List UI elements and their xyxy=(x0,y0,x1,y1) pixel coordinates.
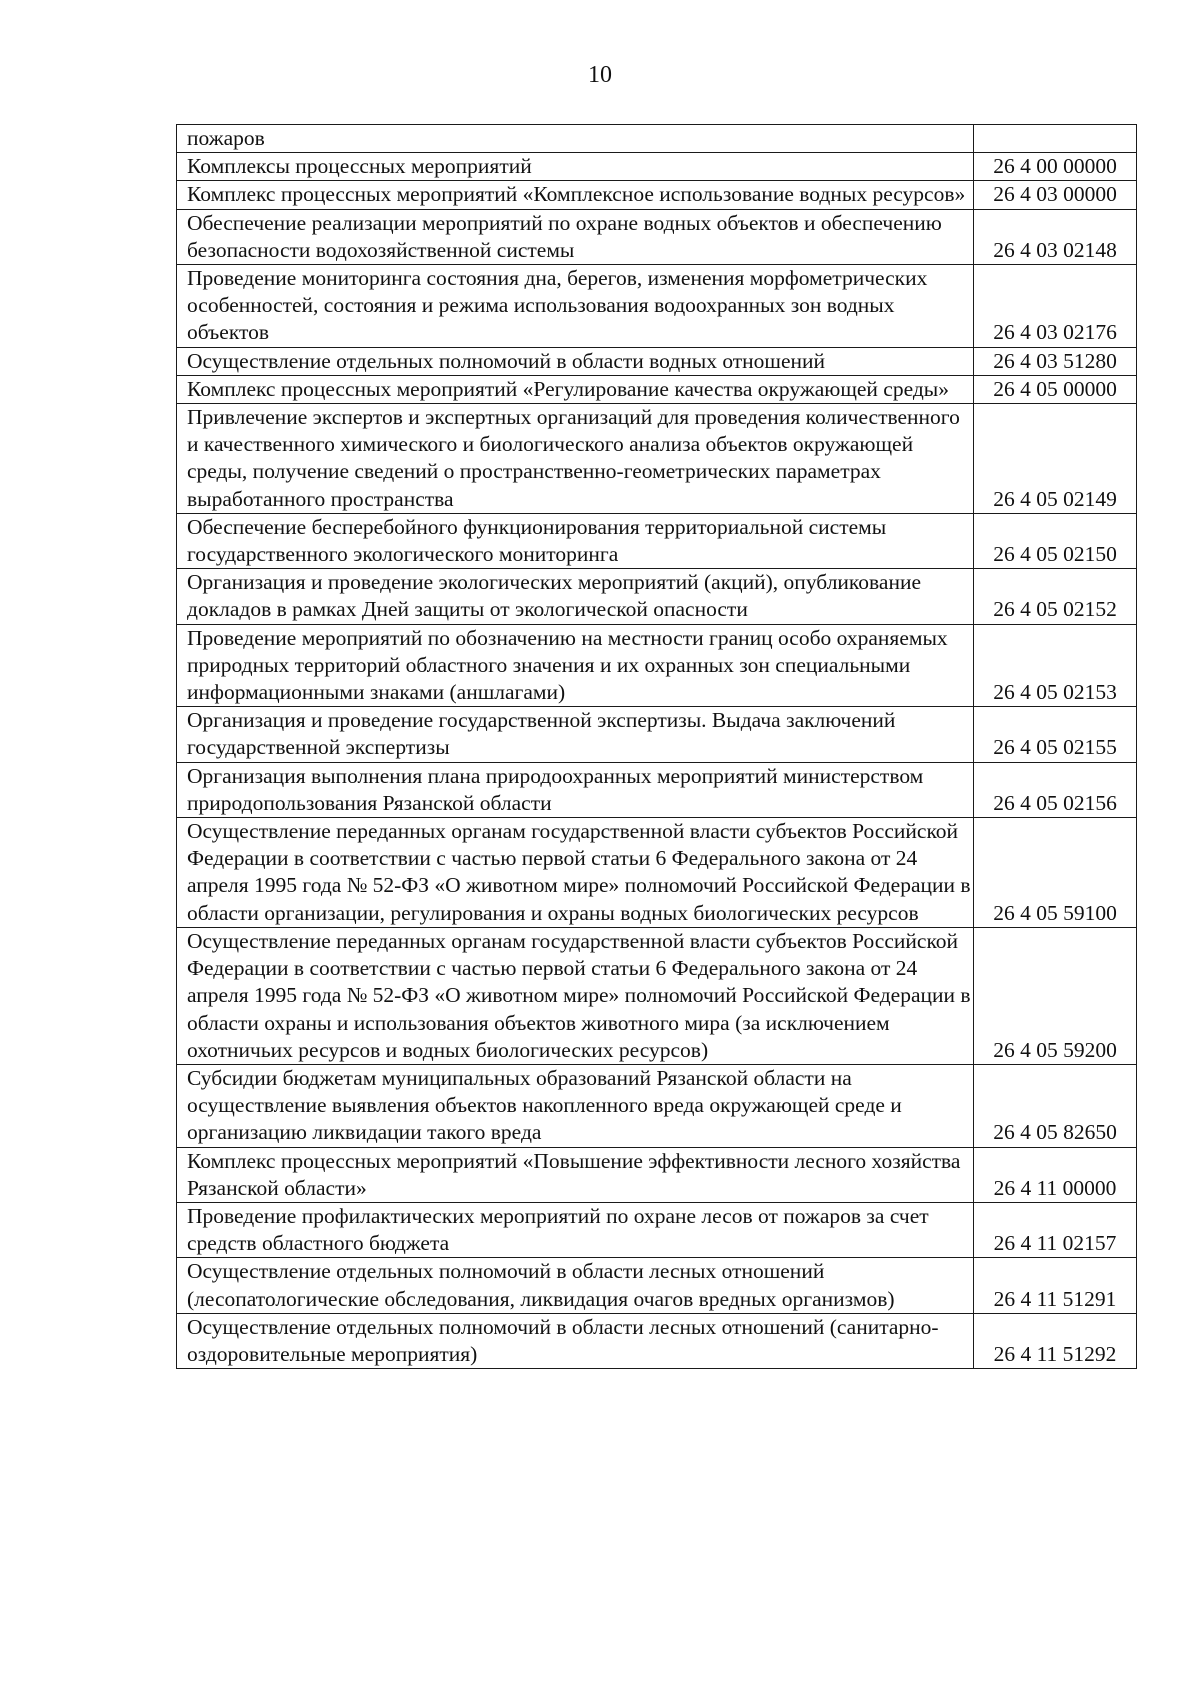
row-code-cell: 26 4 11 51292 xyxy=(974,1313,1137,1368)
row-code-cell: 26 4 03 00000 xyxy=(974,181,1137,209)
row-name: Комплекс процессных мероприятий «Повышение эффективности лесного хозяйства Рязанской области» xyxy=(187,1148,961,1200)
table-row xyxy=(177,1313,1137,1368)
row-name: Осуществление отдельных полномочий в области лесных отношений (санитарно-оздоровительные мероприятия) xyxy=(187,1314,939,1366)
row-name: Осуществление отдельных полномочий в области водных отношений xyxy=(187,348,826,373)
row-code-cell: 26 4 03 51280 xyxy=(974,347,1137,375)
row-code-cell: 26 4 05 02156 xyxy=(974,762,1137,817)
table-row xyxy=(177,404,1137,514)
row-name: Привлечение экспертов и экспертных организаций для проведения количественного и качественного химического и биологического анализа объектов окружающей среды, получение сведений о пространственно-геометрических параметрах выработанного пространства xyxy=(187,405,960,511)
row-name: Осуществление переданных органам государственной власти субъектов Российской Федерации в соответствии с частью первой статьи 6 Федерального закона от 24 апреля 1995 года № 52-ФЗ «О животном мире» полномочий Российской Федерации в области охраны и использования объектов животного мира (за исключением охотничьих ресурсов и водных биологических ресурсов) xyxy=(187,928,971,1062)
table-row xyxy=(177,375,1137,403)
budget-classification-table xyxy=(176,124,1116,1369)
table-row xyxy=(177,818,1137,928)
row-name: Комплексы процессных мероприятий xyxy=(187,154,532,179)
table-row xyxy=(177,265,1137,348)
table-row xyxy=(177,707,1137,762)
row-name-cell xyxy=(177,762,974,817)
row-name-cell xyxy=(177,404,974,514)
row-name: пожаров xyxy=(187,126,265,150)
row-name: Осуществление переданных органам государственной власти субъектов Российской Федерации в соответствии с частью первой статьи 6 Федерального закона от 24 апреля 1995 года № 52-ФЗ «О животном мире» полномочий Российской Федерации в области организации, регулирования и охраны водных биологических ресурсов xyxy=(187,819,971,925)
table-row xyxy=(177,125,1137,153)
row-name: Обеспечение бесперебойного функционирования территориальной системы государственного экологического мониторинга xyxy=(187,514,887,567)
row-name: Комплекс процессных мероприятий «Регулирование качества окружающей среды» xyxy=(187,376,949,401)
table-row xyxy=(177,347,1137,375)
row-name-cell xyxy=(177,513,974,568)
row-name: Организация и проведение экологических мероприятий (акций), опубликование докладов в рамках Дней защиты от экологической опасности xyxy=(187,570,921,622)
row-name-cell xyxy=(177,153,974,181)
table-row xyxy=(177,762,1137,817)
table-row xyxy=(177,1147,1137,1202)
row-name: Проведение профилактических мероприятий по охране лесов от пожаров за счет средств областного бюджета xyxy=(187,1203,929,1256)
row-name-cell xyxy=(177,181,974,209)
page-number: 10 xyxy=(588,62,612,88)
table-row xyxy=(177,1064,1137,1147)
row-name-cell xyxy=(177,1064,974,1147)
row-code-cell: 26 4 11 00000 xyxy=(974,1147,1137,1202)
table-row xyxy=(177,513,1137,568)
row-name-cell xyxy=(177,1147,974,1202)
row-code-cell: 26 4 05 02153 xyxy=(974,624,1137,707)
table-row xyxy=(177,624,1137,707)
row-name: Комплекс процессных мероприятий «Комплексное использование водных ресурсов» xyxy=(187,182,966,207)
row-code-cell: 26 4 05 02152 xyxy=(974,569,1137,624)
row-name-cell xyxy=(177,375,974,403)
row-code-cell: 26 4 05 02150 xyxy=(974,513,1137,568)
row-code-cell: 26 4 03 02148 xyxy=(974,209,1137,264)
row-name-cell xyxy=(177,347,974,375)
row-name-cell xyxy=(177,927,974,1064)
table-body xyxy=(177,125,1137,1369)
row-code-cell: 26 4 03 02176 xyxy=(974,265,1137,348)
table-row xyxy=(177,1202,1137,1257)
row-name: Субсидии бюджетам муниципальных образований Рязанской области на осуществление выявления объектов накопленного вреда окружающей среде и организацию ликвидации такого вреда xyxy=(187,1065,902,1145)
row-name: Осуществление отдельных полномочий в области лесных отношений (лесопатологические обследования, ликвидация очагов вредных организмов) xyxy=(187,1259,895,1311)
table-row xyxy=(177,1258,1137,1313)
row-name-cell xyxy=(177,1313,974,1368)
table-row xyxy=(177,209,1137,264)
row-name: Организация и проведение государственной экспертизы. Выдача заключений государственной экспертизы xyxy=(187,708,896,760)
table-row xyxy=(177,181,1137,209)
row-name: Организация выполнения плана природоохранных мероприятий министерством природопользования Рязанской области xyxy=(187,763,924,815)
row-code-cell: 26 4 05 00000 xyxy=(974,375,1137,403)
row-code-cell: 26 4 05 59200 xyxy=(974,927,1137,1064)
row-name-cell xyxy=(177,707,974,762)
row-name-cell xyxy=(177,125,974,153)
row-code-cell: 26 4 00 00000 xyxy=(974,153,1137,181)
row-code-cell: 26 4 05 82650 xyxy=(974,1064,1137,1147)
row-name-cell xyxy=(177,265,974,348)
row-code-cell: 26 4 05 59100 xyxy=(974,818,1137,928)
code-table xyxy=(176,124,1137,1369)
row-code-cell xyxy=(974,125,1137,153)
table-row xyxy=(177,569,1137,624)
row-code-cell: 26 4 05 02149 xyxy=(974,404,1137,514)
row-name-cell xyxy=(177,569,974,624)
row-name-cell xyxy=(177,818,974,928)
table-row xyxy=(177,153,1137,181)
row-code-cell: 26 4 11 51291 xyxy=(974,1258,1137,1313)
row-name-cell xyxy=(177,209,974,264)
row-name: Проведение мониторинга состояния дна, берегов, изменения морфометрических особенностей, состояния и режима использования водоохранных зон водных объектов xyxy=(187,266,928,345)
row-name-cell xyxy=(177,1258,974,1313)
row-name: Обеспечение реализации мероприятий по охране водных объектов и обеспечению безопасности водохозяйственной системы xyxy=(187,210,942,262)
row-code-cell: 26 4 05 02155 xyxy=(974,707,1137,762)
row-code-cell: 26 4 11 02157 xyxy=(974,1202,1137,1257)
table-row xyxy=(177,927,1137,1064)
row-name: Проведение мероприятий по обозначению на местности границ особо охраняемых природных территорий областного значения и их охранных зон специальными информационными знаками (аншлагами) xyxy=(187,625,948,705)
row-name-cell xyxy=(177,1202,974,1257)
row-name-cell xyxy=(177,624,974,707)
